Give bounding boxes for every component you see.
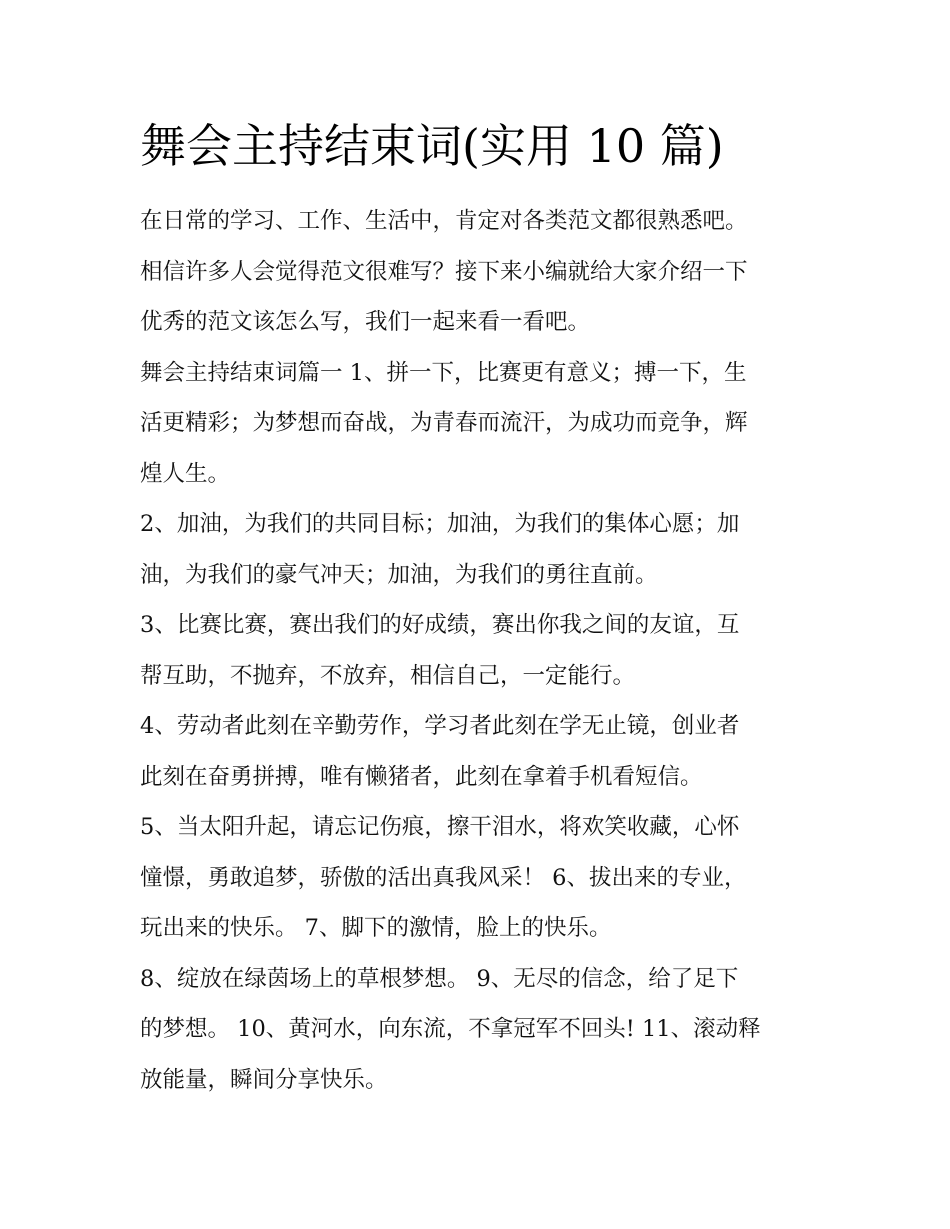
text-line: 憧憬，勇敢追梦，骄傲的活出真我风采！ 6、拔出来的专业，: [140, 864, 747, 891]
text-line: 相信许多人会觉得范文很难写？接下来小编就给大家介绍一下: [140, 258, 748, 285]
text-line: 8、绽放在绿茵场上的草根梦想。 9、无尽的信念，给了足下: [140, 965, 739, 992]
text-line: 的梦想。 10、黄河水，向东流，不拿冠军不回头! 11、滚动释: [140, 1016, 761, 1042]
text-line: 4、劳动者此刻在辛勤劳作，学习者此刻在学无止镜，创业者: [140, 713, 740, 739]
text-line: 3、比赛比赛，赛出我们的好成绩，赛出你我之间的友谊，互: [140, 612, 740, 638]
text-line: 帮互助，不抛弃，不放弃，相信自己，一定能行。: [140, 662, 636, 689]
text-line: 油，为我们的豪气冲天；加油，为我们的勇往直前。: [140, 561, 658, 588]
text-line: 舞会主持结束词篇一 1、拼一下，比赛更有意义；搏一下，生: [140, 359, 747, 386]
text-line: 活更精彩；为梦想而奋战，为青春而流汗，为成功而竞争，辉: [140, 410, 748, 436]
text-line: 此刻在奋勇拼搏，唯有懒猪者，此刻在拿着手机看短信。: [140, 763, 703, 790]
text-line: 煌人生。: [140, 460, 231, 487]
text-line: 玩出来的快乐。 7、脚下的激情，脸上的快乐。: [140, 915, 612, 941]
document-body: [140, 196, 816, 1105]
text-line: 2、加油，为我们的共同目标；加油，为我们的集体心愿；加: [140, 511, 740, 537]
text-line: 放能量，瞬间分享快乐。: [140, 1066, 388, 1093]
text-line: 优秀的范文该怎么写，我们一起来看一看吧。: [140, 309, 591, 335]
document-title: 舞会主持结束词(实用 10 篇): [140, 119, 724, 173]
text-line: 在日常的学习、工作、生活中，肯定对各类范文都很熟悉吧。: [140, 208, 748, 234]
text-line: 5、当太阳升起，请忘记伤痕，擦干泪水，将欢笑收藏，心怀: [140, 814, 740, 840]
